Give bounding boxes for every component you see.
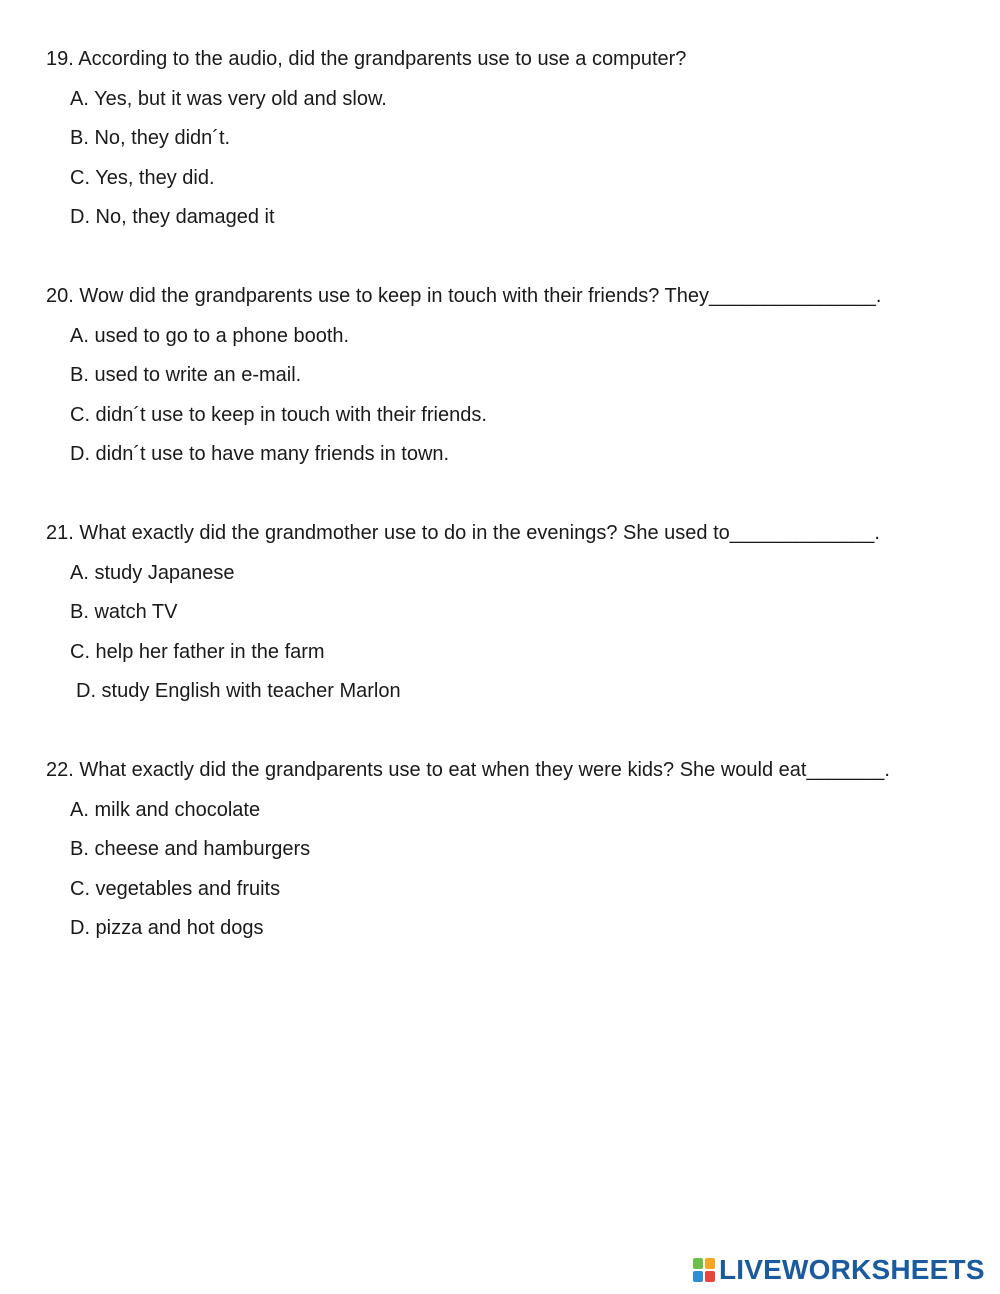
option-a: A. Yes, but it was very old and slow. (70, 87, 387, 110)
option-b: B. No, they didn´t. (70, 127, 231, 149)
question-22 (46, 758, 976, 940)
option-c: C. vegetables and fruits (70, 877, 281, 900)
logo-text: LIVEWORKSHEETS (719, 1254, 985, 1285)
question-text: 19. According to the audio, did the grandparents use to use a computer? (46, 48, 687, 70)
option-a: A. used to go to a phone booth. (70, 324, 350, 347)
question-19 (46, 47, 976, 229)
option-d: D. No, they damaged it (70, 206, 275, 228)
option-b: B. used to write an e-mail. (70, 364, 302, 386)
option-c: C. didn´t use to keep in touch with their friends. (70, 403, 487, 426)
question-text: 20. Wow did the grandparents use to keep in touch with their friends? They_______________. (46, 285, 882, 307)
option-a: A. milk and chocolate (70, 798, 261, 821)
option-d: D. pizza and hot dogs (70, 917, 264, 939)
option-b: B. cheese and hamburgers (70, 838, 311, 860)
option-c: C. help her father in the farm (70, 640, 325, 663)
liveworksheets-logo (693, 1255, 985, 1285)
question-text: 21. What exactly did the grandmother use to do in the evenings? She used to_____________. (46, 522, 880, 544)
option-d: D. study English with teacher Marlon (76, 680, 401, 702)
option-c: C. Yes, they did. (70, 166, 215, 189)
liveworksheets-logo-icon (693, 1258, 715, 1282)
question-21 (46, 521, 976, 703)
option-b: B. watch TV (70, 601, 178, 623)
question-20 (46, 284, 976, 466)
option-d: D. didn´t use to have many friends in town. (70, 443, 450, 465)
option-a: A. study Japanese (70, 561, 235, 584)
question-text: 22. What exactly did the grandparents use to eat when they were kids? She would eat_______. (46, 759, 890, 781)
